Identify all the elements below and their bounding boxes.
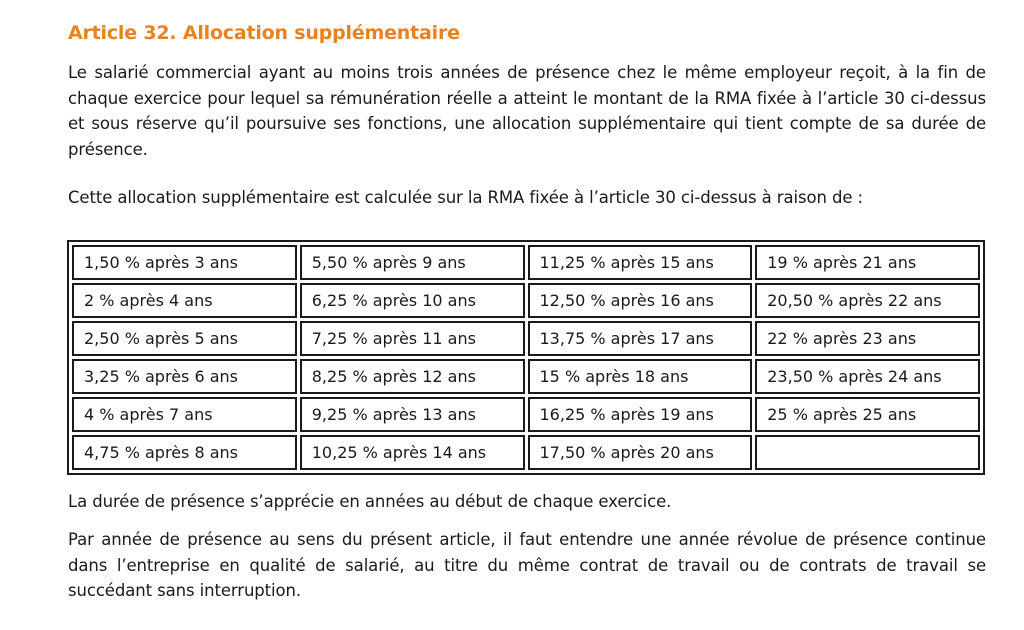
table-cell: 19 % après 21 ans	[755, 245, 980, 280]
table-cell: 10,25 % après 14 ans	[300, 435, 525, 470]
table-row	[72, 397, 980, 432]
table-cell: 15 % après 18 ans	[528, 359, 753, 394]
table-cell: 1,50 % après 3 ans	[72, 245, 297, 280]
table-cell	[755, 435, 980, 470]
table-cell: 16,25 % après 19 ans	[528, 397, 753, 432]
rates-table-body	[72, 245, 980, 470]
definition-paragraph: Par année de présence au sens du présent article, il faut entendre une année révolue de présence continue dans l’entreprise en qualité de salarié, au titre du même contrat de travail ou de contrats de travail se succédant sans interruption.	[68, 530, 986, 600]
duration-paragraph: La durée de présence s’apprécie en années au début de chaque exercice.	[68, 491, 672, 511]
table-cell: 13,75 % après 17 ans	[528, 321, 753, 356]
table-cell: 17,50 % après 20 ans	[528, 435, 753, 470]
table-row	[72, 359, 980, 394]
table-cell: 6,25 % après 10 ans	[300, 283, 525, 318]
table-row	[72, 283, 980, 318]
table-cell: 4 % après 7 ans	[72, 397, 297, 432]
table-cell: 2,50 % après 5 ans	[72, 321, 297, 356]
table-cell: 22 % après 23 ans	[755, 321, 980, 356]
table-cell: 11,25 % après 15 ans	[528, 245, 753, 280]
table-cell: 12,50 % après 16 ans	[528, 283, 753, 318]
table-cell: 25 % après 25 ans	[755, 397, 980, 432]
allocation-rates-table	[67, 240, 985, 475]
table-row	[72, 321, 980, 356]
table-row	[72, 245, 980, 280]
table-cell: 9,25 % après 13 ans	[300, 397, 525, 432]
intro-paragraph: Le salarié commercial ayant au moins trois années de présence chez le même employeur reçoit, à la fin de chaque exercice pour lequel sa rémunération réelle a atteint le montant de la RMA fixée à l’article 30 ci-dessus et sous réserve qu’il poursuive ses fonctions, une allocation supplémentaire qui tient compte de sa durée de présence.	[68, 63, 986, 159]
table-cell: 5,50 % après 9 ans	[300, 245, 525, 280]
document-page	[68, 20, 986, 604]
table-cell: 20,50 % après 22 ans	[755, 283, 980, 318]
table-cell: 2 % après 4 ans	[72, 283, 297, 318]
table-cell: 23,50 % après 24 ans	[755, 359, 980, 394]
table-cell: 4,75 % après 8 ans	[72, 435, 297, 470]
table-cell: 7,25 % après 11 ans	[300, 321, 525, 356]
table-row	[72, 435, 980, 470]
article-heading: Article 32. Allocation supplémentaire	[68, 22, 460, 44]
calculation-paragraph: Cette allocation supplémentaire est calculée sur la RMA fixée à l’article 30 ci-dessus à raison de :	[68, 188, 863, 207]
table-cell: 3,25 % après 6 ans	[72, 359, 297, 394]
table-cell: 8,25 % après 12 ans	[300, 359, 525, 394]
